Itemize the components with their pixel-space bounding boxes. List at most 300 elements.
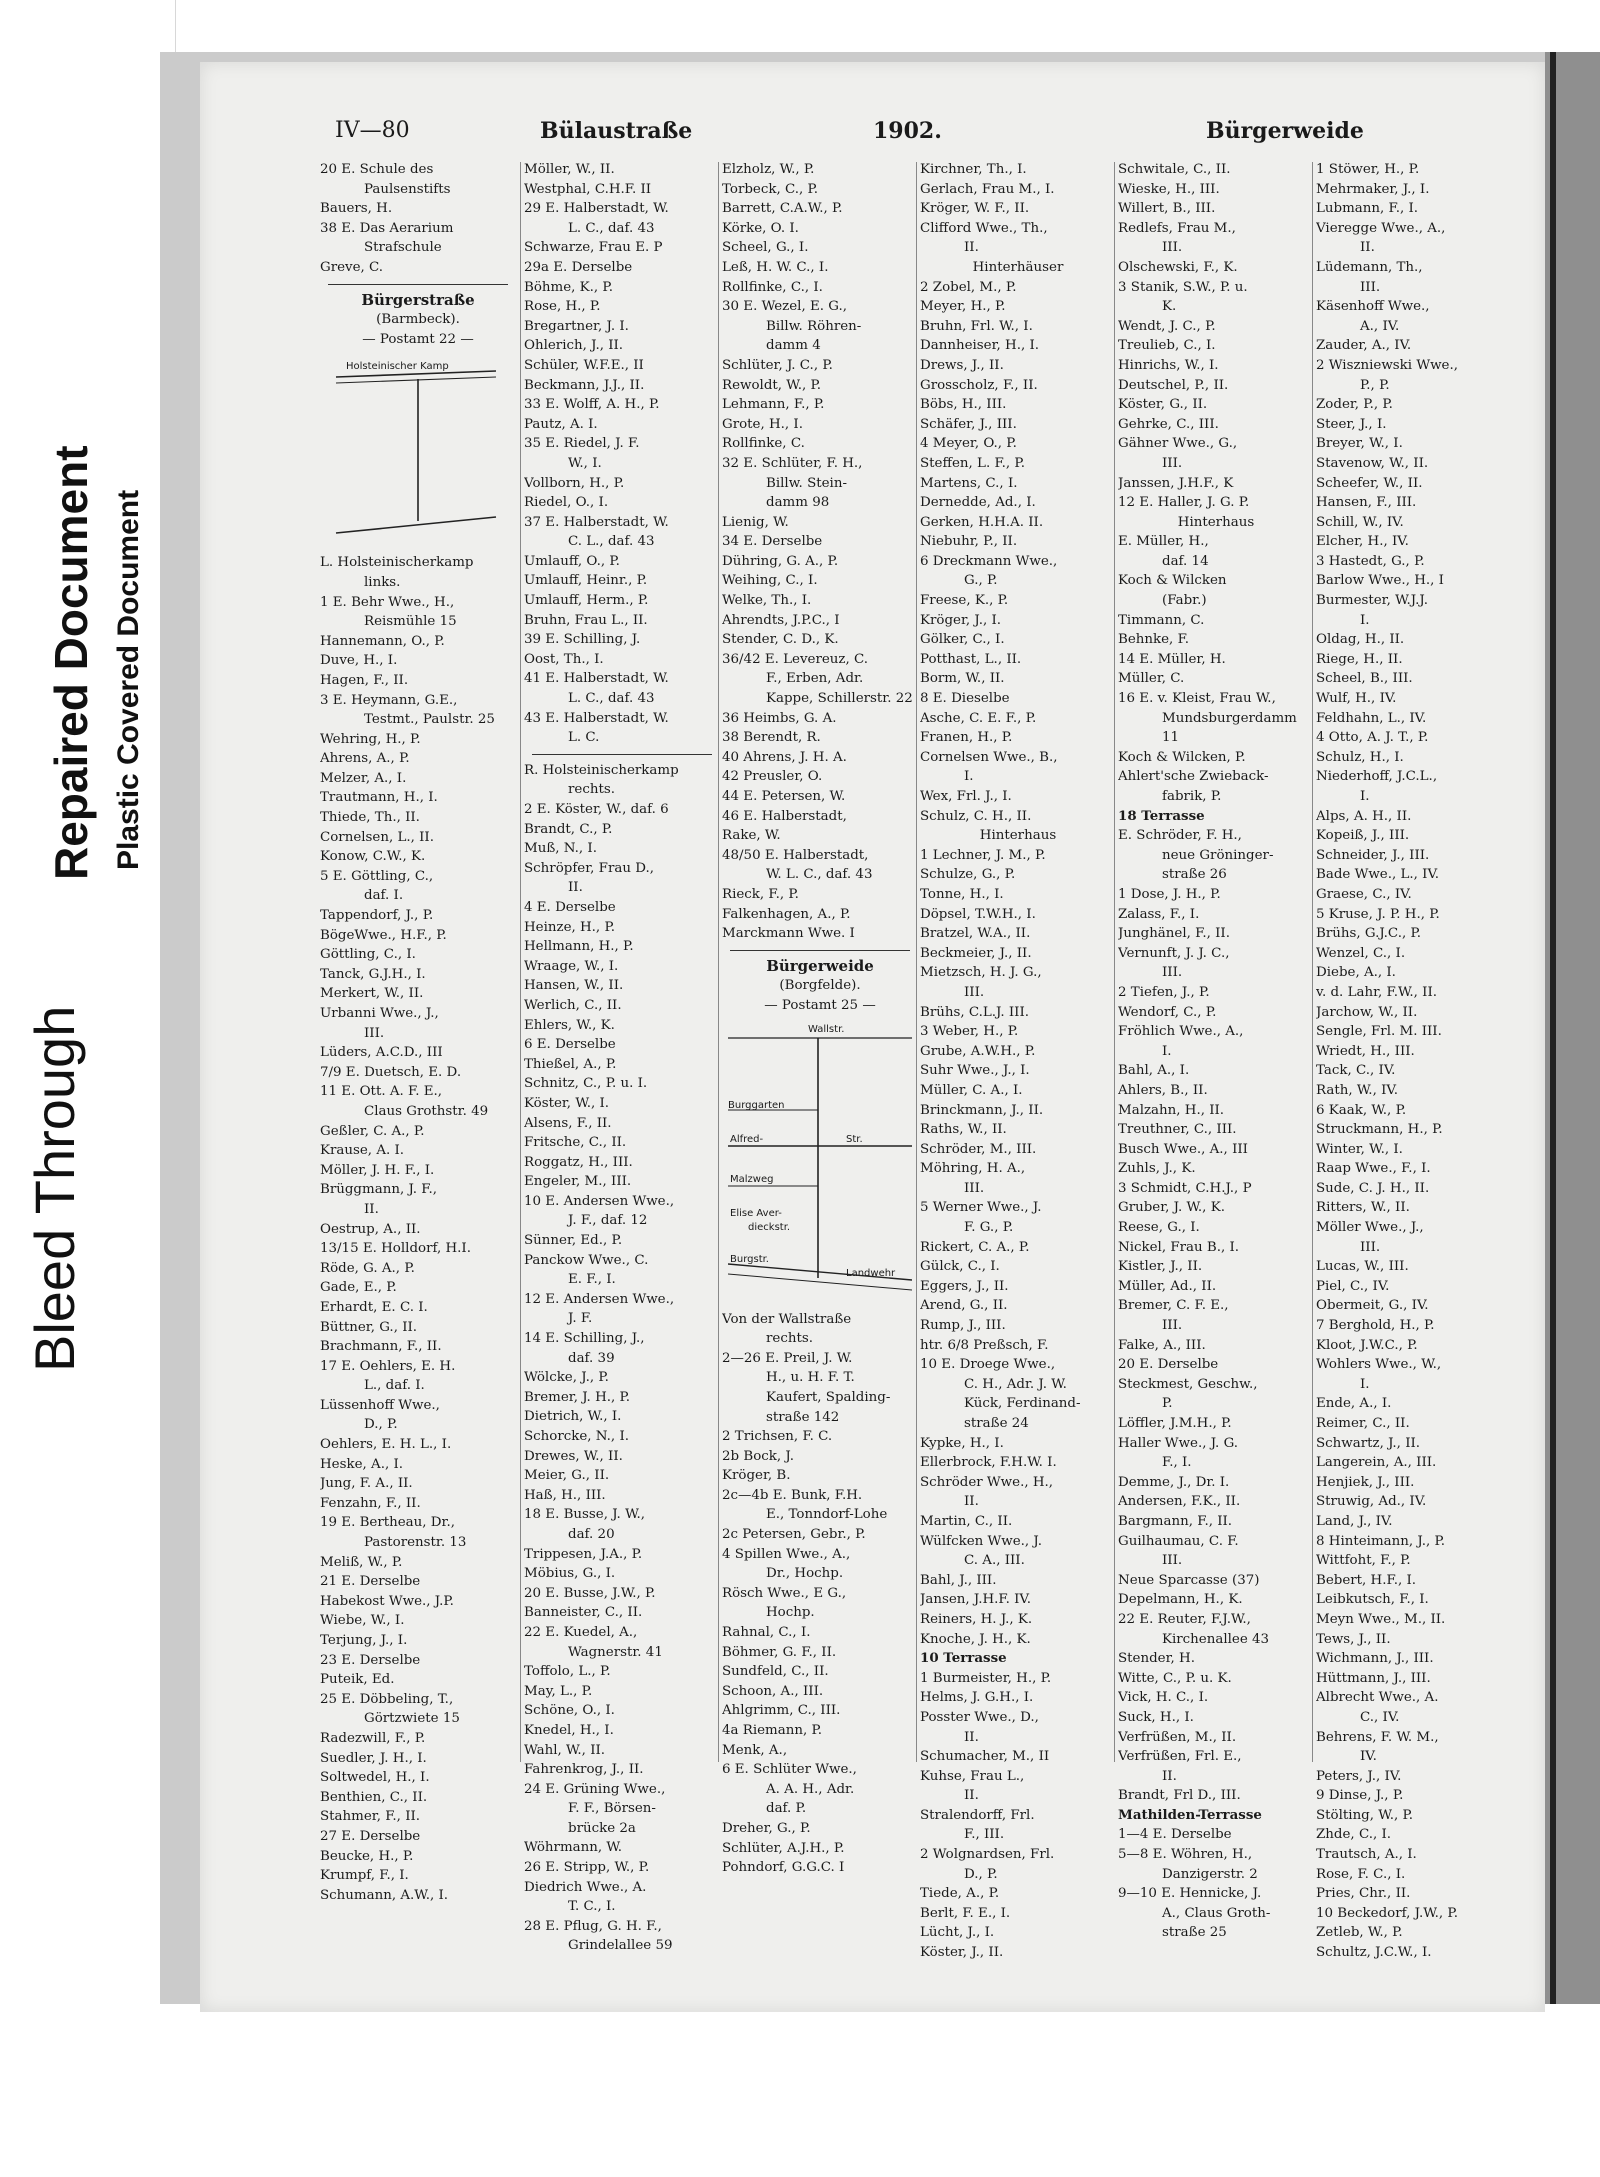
directory-entry: Wehring, H., P. xyxy=(320,731,421,747)
directory-entry: Geßler, C. A., P. xyxy=(320,1123,425,1139)
directory-entry: Mietzsch, H. J. G., xyxy=(920,965,1042,981)
directory-entry: 3 E. Heymann, G.E., xyxy=(320,692,458,708)
directory-entry: Oost, Th., I. xyxy=(524,651,604,667)
directory-entry-continuation: Hochp. xyxy=(766,1605,815,1621)
directory-entry: Langerein, A., III. xyxy=(1316,1455,1437,1471)
directory-entry: Schröder Wwe., H., xyxy=(920,1474,1054,1490)
directory-entry: Möller, J. H. F., I. xyxy=(320,1162,435,1178)
directory-entry: Muß, N., I. xyxy=(524,841,597,857)
directory-entry: Steckmest, Geschw., xyxy=(1118,1376,1258,1392)
directory-entry: Verfrüßen, M., II. xyxy=(1118,1729,1237,1745)
directory-entry: Jung, F. A., II. xyxy=(320,1476,413,1492)
directory-entry: Ahrens, A., P. xyxy=(320,751,410,767)
map-label-wallstr: Wallstr. xyxy=(808,1023,845,1035)
directory-entry: Rickert, C. A., P. xyxy=(920,1239,1030,1255)
directory-column-5 xyxy=(1118,160,1314,1943)
directory-entry: Schröpfer, Frau D., xyxy=(524,860,654,876)
directory-entry-continuation: P. xyxy=(1162,1396,1173,1412)
directory-entry: 10 E. Andersen Wwe., xyxy=(524,1193,675,1209)
directory-entry-continuation: C. A., III. xyxy=(964,1553,1025,1569)
directory-entry: 6 Dreckmann Wwe., xyxy=(920,553,1058,569)
directory-column-6 xyxy=(1316,160,1512,1963)
directory-entry: Graese, C., IV. xyxy=(1316,886,1412,902)
directory-entry: Köster, W., I. xyxy=(524,1095,610,1111)
directory-entry: Lücht, J., I. xyxy=(920,1925,995,1941)
directory-entry: BögeWwe., H.F., P. xyxy=(320,927,447,943)
directory-entry-continuation: D., P. xyxy=(364,1417,398,1433)
directory-entry: Behrens, F. W. M., xyxy=(1316,1729,1439,1745)
directory-entry: Heinze, H., P. xyxy=(524,919,615,935)
directory-entry: Lucas, W., III. xyxy=(1316,1259,1409,1275)
directory-entry: Struwig, Ad., IV. xyxy=(1316,1494,1427,1510)
directory-entry: Engeler, M., III. xyxy=(524,1174,632,1190)
bleed-through-label: Bleed Through xyxy=(23,1005,86,1372)
directory-entry-continuation: brücke 2a xyxy=(568,1820,636,1836)
directory-entry: Bremer, J. H., P. xyxy=(524,1389,631,1405)
directory-entry: Umlauff, Herm., P. xyxy=(524,593,649,609)
directory-entry: 14 E. Müller, H. xyxy=(1118,651,1226,667)
directory-entry: Möhring, H. A., xyxy=(920,1161,1026,1177)
directory-entry: Döpsel, T.W.H., I. xyxy=(920,906,1036,922)
directory-entry: Bade Wwe., L., IV. xyxy=(1316,867,1440,883)
directory-entry: Witte, C., P. u. K. xyxy=(1118,1670,1232,1686)
directory-entry: Posster Wwe., D., xyxy=(920,1709,1039,1725)
directory-entry: 16 E. v. Kleist, Frau W., xyxy=(1118,691,1276,707)
directory-entry: Pohndorf, G.G.C. I xyxy=(722,1860,845,1876)
directory-entry-continuation: Billw. Röhren- xyxy=(766,318,862,334)
directory-entry-continuation: I. xyxy=(1360,1376,1370,1392)
directory-entry: Gehrke, C., III. xyxy=(1118,416,1219,432)
directory-entry: Heske, A., I. xyxy=(320,1456,404,1472)
directory-entry: Fritsche, C., II. xyxy=(524,1135,627,1151)
map-label-burgstr: Burgstr. xyxy=(730,1253,769,1265)
directory-entry-continuation: H., u. H. F. T. xyxy=(766,1370,855,1386)
directory-entry: Wülfcken Wwe., J. xyxy=(920,1533,1043,1549)
directory-entry: Treulieb, C., I. xyxy=(1118,338,1216,354)
directory-entry: Tonne, H., I. xyxy=(920,886,1004,902)
directory-entry: Raap Wwe., F., I. xyxy=(1316,1161,1431,1177)
directory-entry: Grote, H., I. xyxy=(722,416,803,432)
directory-entry: 39 E. Schilling, J. xyxy=(524,632,641,648)
directory-entry: Konow, C.W., K. xyxy=(320,849,426,865)
directory-entry-continuation: A. A. H., Adr. xyxy=(766,1781,855,1797)
directory-entry: Fenzahn, F., II. xyxy=(320,1495,421,1511)
directory-entry: Grube, A.W.H., P. xyxy=(920,1043,1036,1059)
directory-entry-continuation: straße 26 xyxy=(1162,867,1227,883)
directory-entry: 2 Tiefen, J., P. xyxy=(1118,984,1210,1000)
directory-entry: Brinckmann, J., II. xyxy=(920,1102,1044,1118)
directory-entry-continuation: T. C., I. xyxy=(568,1899,616,1915)
directory-entry: 9—10 E. Hennicke, J. xyxy=(1118,1886,1262,1902)
directory-entry-continuation: III. xyxy=(1360,279,1381,295)
directory-entry: Ohlerich, J., II. xyxy=(524,338,624,354)
directory-entry: 14 E. Schilling, J., xyxy=(524,1331,645,1347)
directory-entry: Neue Sparcasse (37) xyxy=(1118,1572,1260,1588)
directory-entry: Stahmer, F., II. xyxy=(320,1809,421,1825)
directory-entry-continuation: II. xyxy=(964,1494,979,1510)
directory-entry: Kuhse, Frau L., xyxy=(920,1768,1025,1784)
directory-entry: Panckow Wwe., C. xyxy=(524,1252,649,1268)
directory-entry: Clifford Wwe., Th., xyxy=(920,220,1048,236)
directory-entry-continuation: L., daf. I. xyxy=(364,1378,425,1394)
directory-entry: Wiebe, W., I. xyxy=(320,1613,405,1629)
directory-entry: 3 Stanik, S.W., P. u. xyxy=(1118,279,1248,295)
directory-entry: Steer, J., I. xyxy=(1316,416,1387,432)
directory-entry: Bremer, C. F. E., xyxy=(1118,1298,1229,1314)
directory-entry: Niederhoff, J.C.L., xyxy=(1316,769,1438,785)
directory-entry: Tiede, A., P. xyxy=(920,1886,1000,1902)
directory-entry: Bargmann, F., II. xyxy=(1118,1513,1233,1529)
directory-entry-continuation: daf. 20 xyxy=(568,1526,615,1542)
directory-entry: Puteik, Ed. xyxy=(320,1672,395,1688)
directory-entry: 8 Hinteimann, J., P. xyxy=(1316,1533,1446,1549)
directory-entry: Köster, J., II. xyxy=(920,1945,1004,1961)
directory-entry: R. Holsteinischerkamp xyxy=(524,762,679,778)
directory-entry: Barrett, C.A.W., P. xyxy=(722,201,843,217)
directory-entry: Rahnal, C., I. xyxy=(722,1625,811,1641)
directory-entry-continuation: Paulsenstifts xyxy=(364,181,451,197)
directory-entry: Lubmann, F., I. xyxy=(1316,201,1419,217)
directory-entry: Andersen, F.K., II. xyxy=(1118,1494,1241,1510)
directory-entry: Wahl, W., II. xyxy=(524,1742,606,1758)
directory-entry-continuation: neue Gröninger- xyxy=(1162,847,1274,863)
page-header xyxy=(200,118,1545,158)
directory-entry: Brachmann, F., II. xyxy=(320,1339,442,1355)
directory-entry: 38 Berendt, R. xyxy=(722,730,821,746)
directory-entry: Schumacher, M., II xyxy=(920,1749,1050,1765)
directory-entry-continuation: Mundsburgerdamm xyxy=(1162,710,1297,726)
directory-entry: Merkert, W., II. xyxy=(320,986,424,1002)
directory-entry: Wieske, H., III. xyxy=(1118,181,1220,197)
scanned-page xyxy=(160,52,1600,2004)
directory-entry: Ellerbrock, F.H.W. I. xyxy=(920,1455,1057,1471)
directory-entry: Pries, Chr., II. xyxy=(1316,1886,1411,1902)
directory-entry: Menk, A., xyxy=(722,1742,788,1758)
directory-entry-continuation: links. xyxy=(364,574,401,590)
directory-entry: Verfrüßen, Frl. E., xyxy=(1118,1749,1242,1765)
directory-entry-continuation: II. xyxy=(1360,240,1375,256)
directory-entry: 2 Wolgnardsen, Frl. xyxy=(920,1847,1055,1863)
directory-entry: Barlow Wwe., H., I xyxy=(1316,573,1444,589)
directory-entry: 42 Preusler, O. xyxy=(722,769,823,785)
directory-entry: Zuhls, J., K. xyxy=(1118,1161,1196,1177)
directory-entry: Weihing, C., I. xyxy=(722,573,818,589)
directory-entry: Niebuhr, P., II. xyxy=(920,534,1018,550)
directory-entry: 12 E. Haller, J. G. P. xyxy=(1118,495,1250,511)
directory-entry: 46 E. Halberstadt, xyxy=(722,808,847,824)
directory-entry-continuation: II. xyxy=(964,1788,979,1804)
directory-entry: Möller Wwe., J., xyxy=(1316,1220,1424,1236)
page-number: IV—80 xyxy=(335,118,410,143)
directory-entry: Schnitz, C., P. u. I. xyxy=(524,1076,648,1092)
directory-entry: Radezwill, F., P. xyxy=(320,1730,426,1746)
directory-entry-continuation: I. xyxy=(1360,612,1370,628)
directory-entry: Behnke, F. xyxy=(1118,632,1190,648)
directory-entry-continuation: III. xyxy=(1162,1318,1183,1334)
directory-entry: Stender, H. xyxy=(1118,1651,1195,1667)
directory-entry: 44 E. Petersen, W. xyxy=(722,789,846,804)
directory-entry: Willert, B., III. xyxy=(1118,201,1216,217)
directory-entry-continuation: Görtzwiete 15 xyxy=(364,1711,460,1727)
directory-entry: 38 E. Das Aerarium xyxy=(320,220,454,236)
section-subheading: (Barmbeck). xyxy=(376,312,460,328)
directory-entry: 3 Weber, H., P. xyxy=(920,1024,1019,1040)
directory-entry: Rose, H., P. xyxy=(524,299,601,315)
directory-entry: Wölcke, J., P. xyxy=(524,1370,609,1386)
directory-entry: Tews, J., II. xyxy=(1316,1631,1391,1647)
directory-entry: Jarchow, W., II. xyxy=(1316,1004,1418,1020)
directory-entry-continuation: rechts. xyxy=(568,782,615,798)
directory-entry: 35 E. Riedel, J. F. xyxy=(524,436,640,452)
directory-entry-continuation: straße 24 xyxy=(964,1416,1029,1431)
directory-entry: Dühring, G. A., P. xyxy=(722,553,839,569)
directory-entry: Nickel, Frau B., I. xyxy=(1118,1239,1240,1255)
directory-entry: Torbeck, C., P. xyxy=(722,181,819,197)
plastic-covered-label: Plastic Covered Document xyxy=(112,489,145,870)
directory-entry: htr. 6/8 Preßsch, F. xyxy=(920,1337,1049,1353)
directory-entry-continuation: II. xyxy=(568,880,583,896)
directory-entry: Beckmeier, J., II. xyxy=(920,945,1032,961)
directory-entry: Oehlers, E. H. L., I. xyxy=(320,1437,452,1453)
directory-entry: Schwartz, J., II. xyxy=(1316,1435,1421,1451)
directory-entry: Tappendorf, J., P. xyxy=(320,908,434,924)
directory-entry: Vick, H. C., I. xyxy=(1118,1690,1209,1706)
directory-entry: Struckmann, H., P. xyxy=(1316,1122,1443,1138)
directory-entry: Bahl, A., I. xyxy=(1118,1063,1190,1079)
directory-entry-continuation: II. xyxy=(1162,1768,1177,1784)
directory-entry: 4 Otto, A. J. T., P. xyxy=(1316,730,1429,746)
directory-entry: Kröger, W. F., II. xyxy=(920,201,1030,217)
directory-entry-continuation: C., IV. xyxy=(1360,1709,1400,1725)
directory-entry: 34 E. Derselbe xyxy=(722,534,823,550)
directory-entry: Haller Wwe., J. G. xyxy=(1118,1435,1239,1451)
directory-entry: Falkenhagen, A., P. xyxy=(722,906,851,922)
directory-entry: 22 E. Reuter, F.J.W., xyxy=(1118,1611,1251,1627)
map-label-landwehr: Landwehr xyxy=(846,1267,896,1279)
map-label-burggarten: Burggarten xyxy=(728,1099,785,1111)
directory-entry: Treuthner, C., III. xyxy=(1118,1122,1237,1138)
directory-entry: Olschewski, F., K. xyxy=(1118,259,1238,275)
directory-entry-continuation: straße 142 xyxy=(766,1409,840,1425)
directory-entry: Dernedde, Ad., I. xyxy=(920,495,1036,511)
directory-entry-continuation: fabrik, P. xyxy=(1162,789,1222,804)
directory-entry: Welke, Th., I. xyxy=(722,593,812,609)
directory-entry-continuation: G., P. xyxy=(964,573,998,589)
directory-entry: Habekost Wwe., J.P. xyxy=(320,1593,454,1609)
directory-entry: Reese, G., I. xyxy=(1118,1220,1200,1236)
directory-entry-continuation: daf. 14 xyxy=(1162,553,1209,569)
directory-entry: Röde, G. A., P. xyxy=(320,1260,415,1276)
directory-entry: 29a E. Derselbe xyxy=(524,259,633,275)
directory-entry: Riedel, O., I. xyxy=(524,495,609,511)
directory-entry: Gölker, C., I. xyxy=(920,632,1005,648)
directory-entry-continuation: III. xyxy=(1162,1553,1183,1569)
directory-entry: 5 Kruse, J. P. H., P. xyxy=(1316,906,1440,922)
directory-entry: 2c Petersen, Gebr., P. xyxy=(722,1527,866,1543)
directory-entry: Scheefer, W., II. xyxy=(1316,475,1423,491)
directory-entry: Gerlach, Frau M., I. xyxy=(920,181,1055,197)
directory-entry-continuation: III. xyxy=(1360,1239,1381,1255)
directory-entry-continuation: L. C., daf. 43 xyxy=(568,220,655,236)
directory-entry: Knedel, H., I. xyxy=(524,1722,614,1738)
directory-entry: Wittfoht, F., P. xyxy=(1316,1553,1411,1569)
directory-entry: Gähner Wwe., G., xyxy=(1118,436,1238,452)
directory-entry: Oldag, H., II. xyxy=(1316,632,1405,648)
directory-entry: Dietrich, W., I. xyxy=(524,1409,622,1425)
directory-entry: Riege, H., II. xyxy=(1316,651,1403,667)
directory-entry: Sünner, Ed., P. xyxy=(524,1233,623,1249)
directory-entry-continuation: K. xyxy=(1162,299,1177,315)
directory-entry: Gerken, H.H.A. II. xyxy=(920,514,1044,530)
directory-entry: Möller, W., II. xyxy=(524,162,615,177)
directory-entry: Dreher, G., P. xyxy=(722,1820,811,1836)
directory-entry: Zoder, P., P. xyxy=(1316,397,1393,413)
directory-entry: 2 Trichsen, F. C. xyxy=(722,1429,833,1445)
map-top-label: Holsteinischer Kamp xyxy=(346,361,449,373)
directory-entry: 1 Stöwer, H., P. xyxy=(1316,162,1420,177)
directory-entry: May, L., P. xyxy=(524,1683,593,1699)
directory-entry: Bregartner, J. I. xyxy=(524,318,629,334)
directory-entry: Umlauff, Heinr., P. xyxy=(524,573,648,589)
directory-entry: Schultz, J.C.W., I. xyxy=(1316,1945,1432,1961)
directory-entry: 48/50 E. Halberstadt, xyxy=(722,847,869,863)
section-rule xyxy=(730,950,910,951)
directory-entry: 1 Dose, J. H., P. xyxy=(1118,886,1221,902)
directory-entry: Löffler, J.M.H., P. xyxy=(1118,1416,1232,1431)
directory-entry-continuation: J. F. xyxy=(568,1311,593,1327)
street-heading: Bürgerstraße xyxy=(361,290,475,309)
directory-entry: Böbs, H., III. xyxy=(920,397,1007,413)
directory-entry: Land, J., IV. xyxy=(1316,1513,1393,1529)
directory-entry: Gruber, J. W., K. xyxy=(1118,1200,1225,1216)
directory-entry-continuation: F., III. xyxy=(964,1827,1005,1843)
directory-entry: 5 E. Göttling, C., xyxy=(320,868,434,884)
directory-entry: Sude, C. J. H., II. xyxy=(1316,1180,1430,1196)
directory-entry: Fahrenkrog, J., II. xyxy=(524,1762,644,1778)
directory-entry: Kypke, H., I. xyxy=(920,1435,1004,1451)
directory-entry-continuation: F., Erben, Adr. xyxy=(766,671,864,687)
directory-entry: Schwitale, C., II. xyxy=(1118,162,1231,177)
directory-entry: 29 E. Halberstadt, W. xyxy=(524,201,669,217)
directory-entry: Knoche, J. H., K. xyxy=(920,1631,1031,1647)
directory-entry: Schlüter, A.J.H., P. xyxy=(722,1840,845,1856)
directory-entry: Banneister, C., II. xyxy=(524,1605,643,1621)
directory-entry: Schulz, H., I. xyxy=(1316,749,1404,765)
directory-entry: Obermeit, G., IV. xyxy=(1316,1298,1429,1314)
directory-entry: 13/15 E. Holldorf, H.I. xyxy=(320,1241,471,1257)
directory-entry: Diedrich Wwe., A. xyxy=(524,1879,647,1895)
directory-entry: Rollfinke, C. xyxy=(722,436,805,452)
sub-street-heading: Mathilden-Terrasse xyxy=(1118,1806,1262,1823)
map-street-line xyxy=(336,377,496,383)
directory-entry-continuation: Kirchenallee 43 xyxy=(1162,1631,1270,1647)
directory-entry: Martin, C., II. xyxy=(920,1513,1013,1529)
section-rule xyxy=(532,754,712,755)
directory-entry: 27 E. Derselbe xyxy=(320,1828,421,1844)
directory-entry: 25 E. Döbbeling, T., xyxy=(320,1691,454,1707)
directory-entry: Bratzel, W.A., II. xyxy=(920,926,1031,942)
directory-entry-continuation: III. xyxy=(364,1025,385,1041)
directory-entry: Schumann, A.W., I. xyxy=(320,1887,449,1903)
sub-street-heading: 18 Terrasse xyxy=(1118,807,1205,824)
directory-page xyxy=(200,62,1545,2012)
directory-entry: Leibkutsch, F., I. xyxy=(1316,1592,1429,1608)
directory-entry-continuation: W. L. C., daf. 43 xyxy=(766,867,873,883)
directory-entry: Ritters, W., II. xyxy=(1316,1200,1410,1216)
directory-entry: Wex, Frl. J., I. xyxy=(920,789,1012,804)
directory-entry: Peters, J., IV. xyxy=(1316,1768,1402,1784)
directory-entry: Meier, G., II. xyxy=(524,1468,610,1484)
directory-entry-continuation: II. xyxy=(964,1729,979,1745)
directory-entry-continuation: Wagnerstr. 41 xyxy=(568,1644,663,1660)
directory-entry: Zauder, A., IV. xyxy=(1316,338,1412,354)
directory-entry: Ahlert'sche Zwieback- xyxy=(1118,769,1269,785)
directory-entry: 4 Spillen Wwe., A., xyxy=(722,1546,851,1562)
directory-entry: 19 E. Bertheau, Dr., xyxy=(320,1515,455,1531)
directory-entry-continuation: (Fabr.) xyxy=(1162,593,1207,609)
directory-entry: 3 Schmidt, C.H.J., P xyxy=(1118,1180,1252,1196)
directory-entry: 2—26 E. Preil, J. W. xyxy=(722,1350,853,1366)
directory-entry: 6 E. Derselbe xyxy=(524,1037,616,1053)
directory-entry: Bahl, J., III. xyxy=(920,1572,997,1588)
directory-entry-continuation: Testmt., Paulstr. 25 xyxy=(364,712,495,728)
directory-entry: Müller, C. A., I. xyxy=(920,1082,1023,1098)
directory-entry: Müller, Ad., II. xyxy=(1118,1278,1217,1294)
directory-entry: Duve, H., I. xyxy=(320,653,398,669)
directory-entry: Franen, H., P. xyxy=(920,730,1013,746)
directory-entry: Lüssenhoff Wwe., xyxy=(320,1397,440,1413)
directory-entry: Guilhaumau, C. F. xyxy=(1118,1533,1239,1549)
directory-entry: 1—4 E. Derselbe xyxy=(1118,1827,1232,1843)
directory-entry: Grosscholz, F., II. xyxy=(920,377,1038,393)
directory-entry: Vollborn, H., P. xyxy=(524,475,625,491)
directory-entry-continuation: Grindelallee 59 xyxy=(568,1938,673,1954)
directory-entry: 17 E. Oehlers, E. H. xyxy=(320,1358,456,1374)
directory-entry: Brühs, C.L.J. III. xyxy=(920,1004,1030,1020)
directory-entry-continuation: II. xyxy=(364,1201,379,1217)
directory-entry: 7/9 E. Duetsch, E. D. xyxy=(320,1064,462,1080)
directory-entry-continuation: Pastorenstr. 13 xyxy=(364,1535,467,1551)
map-label-elise-2: dieckstr. xyxy=(748,1221,791,1233)
directory-entry: 2 E. Köster, W., daf. 6 xyxy=(524,802,669,817)
directory-entry-continuation: daf. 39 xyxy=(568,1350,615,1366)
directory-entry: Janssen, J.H.F., K xyxy=(1118,475,1234,491)
directory-entry: Trautmann, H., I. xyxy=(320,790,438,806)
directory-entry: Bruhn, Frl. W., I. xyxy=(920,318,1033,334)
directory-column-1 xyxy=(320,160,516,1905)
directory-entry: Suck, H., I. xyxy=(1118,1709,1194,1725)
directory-entry-continuation: daf. P. xyxy=(766,1801,807,1817)
directory-entry: Wraage, W., I. xyxy=(524,958,619,974)
directory-entry: Rieck, F., P. xyxy=(722,886,799,902)
directory-entry: Schüler, W.F.E., II xyxy=(524,357,644,373)
directory-entry: 18 E. Busse, J. W., xyxy=(524,1507,646,1523)
directory-entry: 5 Werner Wwe., J. xyxy=(920,1200,1042,1216)
directory-entry: Wulf, H., IV. xyxy=(1316,691,1397,707)
directory-entry: Steffen, L. F., P. xyxy=(920,455,1025,471)
directory-entry-continuation: III. xyxy=(1162,240,1183,256)
directory-entry: Hansen, W., II. xyxy=(524,978,624,994)
directory-entry: Zalass, F., I. xyxy=(1118,906,1200,922)
directory-entry: Malzahn, H., II. xyxy=(1118,1102,1225,1118)
directory-entry-continuation: damm 4 xyxy=(766,338,821,354)
directory-entry: Köster, G., II. xyxy=(1118,397,1208,413)
street-map-holsteinischer-kamp xyxy=(326,351,510,551)
directory-entry: Brandt, Frl D., III. xyxy=(1118,1788,1241,1804)
directory-entry-continuation: rechts. xyxy=(766,1331,813,1347)
directory-column-2 xyxy=(524,160,720,1956)
directory-entry: 23 E. Derselbe xyxy=(320,1652,421,1668)
